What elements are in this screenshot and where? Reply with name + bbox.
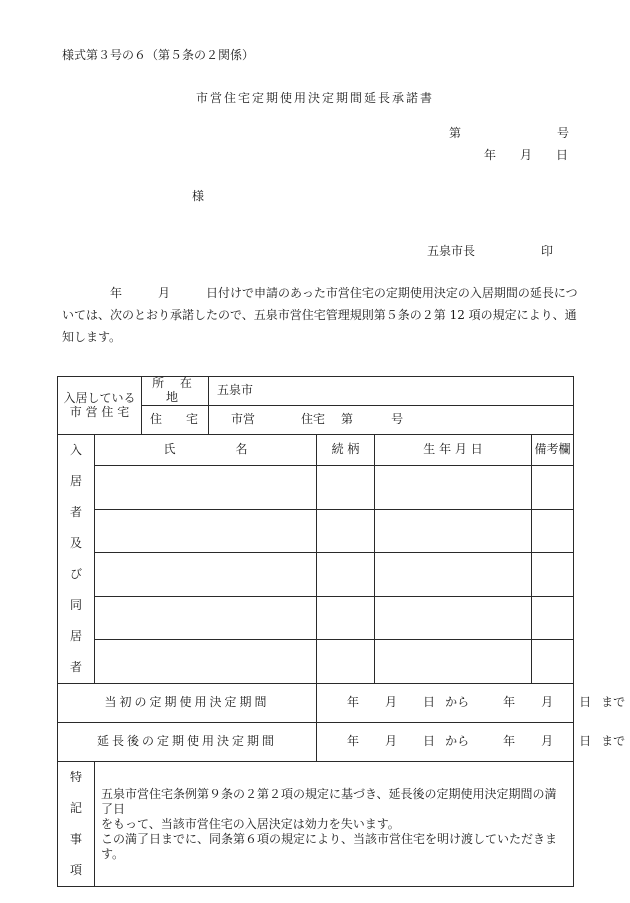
number-prefix: 第 bbox=[449, 126, 462, 140]
column-birthdate: 生 年 月 日 bbox=[375, 435, 532, 466]
initial-period-label: 当初の定期使用決定期間 bbox=[58, 684, 317, 723]
column-remarks: 備考欄 bbox=[532, 435, 574, 466]
extended-period-value[interactable]: 年 月 日 から 年 月 日 まで bbox=[317, 723, 574, 762]
special-notes-label: 特 記 事 項 bbox=[58, 762, 95, 887]
date-year: 年 bbox=[484, 148, 497, 162]
body-line-2: いては、次のとおり承諾したので、五泉市営住宅管理規則第５条の２第 12 項の規定により、通 bbox=[62, 308, 577, 322]
housing-value: 市営 住宅 第 号 bbox=[209, 406, 574, 435]
occupant-row bbox=[58, 596, 574, 640]
extended-period-label: 延長後の定期使用決定期間 bbox=[58, 723, 317, 762]
occupant-row bbox=[58, 640, 574, 684]
residence-label: 入居している 市 営 住 宅 bbox=[58, 377, 142, 435]
occupant-row bbox=[58, 466, 574, 510]
number-suffix: 号 bbox=[556, 126, 569, 140]
initial-period-value[interactable]: 年 月 日 から 年 月 日 まで bbox=[317, 684, 574, 723]
body-line-1 bbox=[62, 282, 578, 304]
housing-label: 住 宅 bbox=[142, 406, 209, 435]
occupant-row bbox=[58, 509, 574, 553]
column-relation: 続 柄 bbox=[317, 435, 375, 466]
addressee-honorific: 様 bbox=[192, 189, 205, 203]
document-title: 市営住宅定期使用決定期間延長承諾書 bbox=[195, 91, 434, 105]
body-month: 月 bbox=[158, 286, 171, 300]
sender-name: 五泉市長 bbox=[427, 244, 476, 258]
special-notes-text: 五泉市営住宅条例第９条の２第２項の規定に基づき、延長後の定期使用決定期間の満了日 をもって、当該市営住宅の入居決定は効力を失います。 この満了日までに、同条第６項の規定により、当該市営住宅を明け渡していただきます。 bbox=[95, 762, 574, 887]
occupants-label: 入 居 者 及 び 同 居 者 bbox=[58, 435, 95, 684]
body-year: 年 bbox=[110, 286, 123, 300]
occupant-row bbox=[58, 553, 574, 597]
location-value: 五泉市 bbox=[209, 377, 574, 406]
notice-body bbox=[62, 282, 578, 348]
form-number: 様式第３号の６（第５条の２関係） bbox=[62, 48, 255, 62]
location-label: 所 在 地 bbox=[142, 377, 209, 406]
date-month: 月 bbox=[520, 148, 533, 162]
date-day: 日 bbox=[556, 148, 569, 162]
body-line-1-text: 日付けで申請のあった市営住宅の定期使用決定の入居期間の延長につ bbox=[206, 286, 578, 300]
column-name: 氏 名 bbox=[95, 435, 317, 466]
body-line-3: 知します。 bbox=[62, 330, 122, 344]
seal-mark: 印 bbox=[540, 244, 553, 258]
approval-form-table bbox=[57, 376, 626, 887]
